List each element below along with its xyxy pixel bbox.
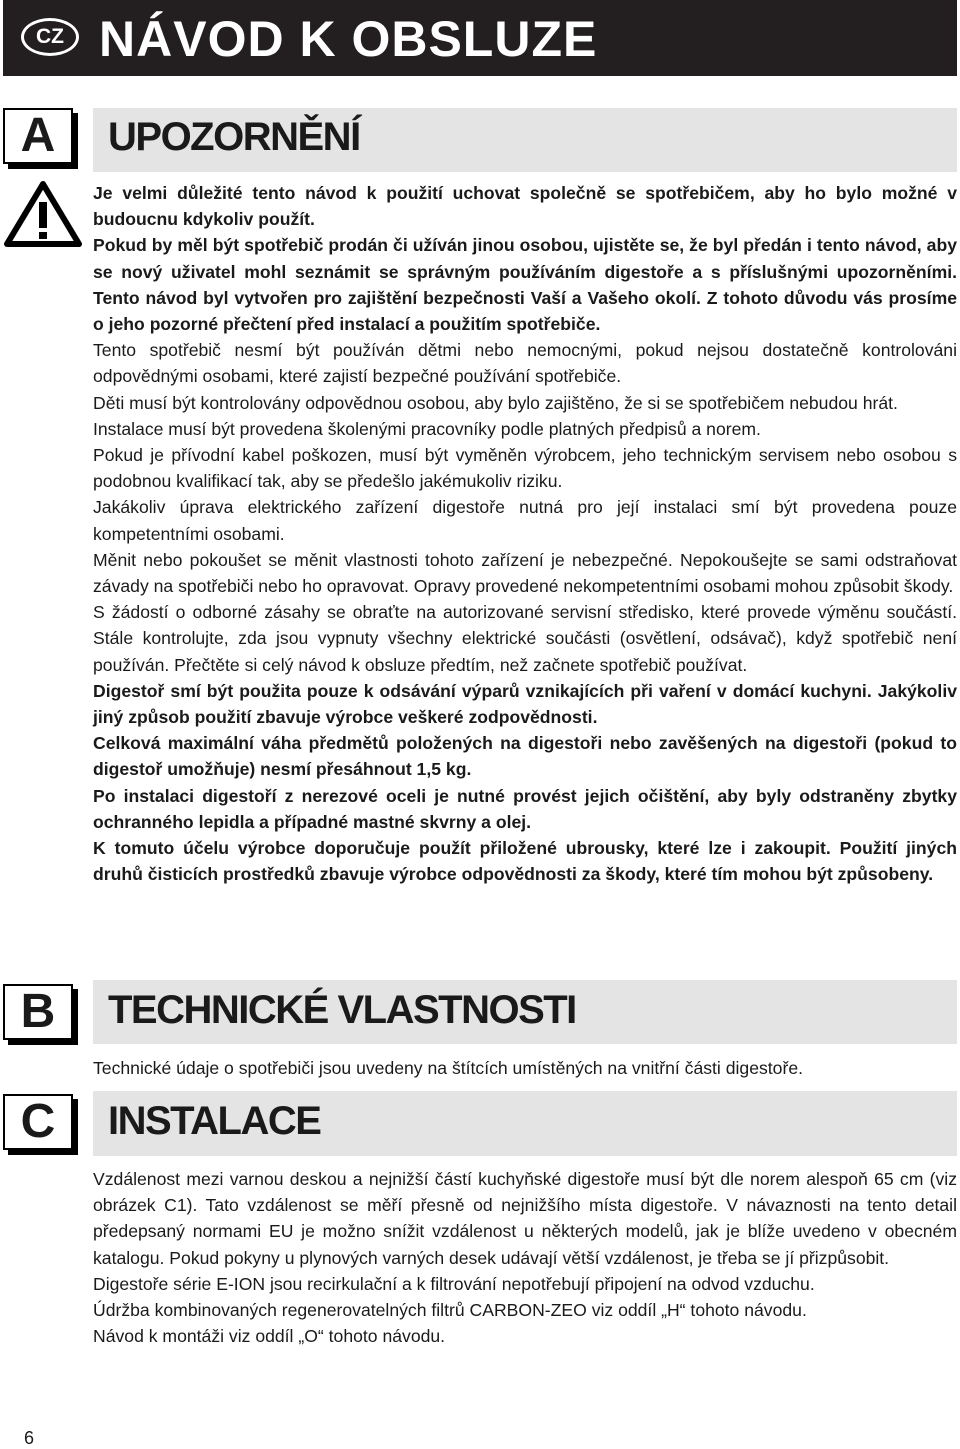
language-badge: CZ: [21, 18, 79, 56]
paragraph: Celková maximální váha předmětů položených na digestoři nebo zavěšených na digestoři (pokud to digestoř umožňuje) nesmí přesáhnout 1,5 kg.: [93, 733, 957, 780]
paragraph: S žádostí o odborné zásahy se obraťte na autorizované servisní středisko, které provede výměnu součástí. Stále kontrolujte, zda jsou vypnuty všechny elektrické součásti (osvětlení, odsávač), když spotřebič není používán. Přečtěte si celý návod k obsluze předtím, než začnete spotřebič používat.: [93, 602, 957, 675]
paragraph: Tento spotřebič nesmí být používán dětmi nebo nemocnými, pokud nejsou dostatečně kontrolováni odpovědnými osobami, které zajistí bezpečné používání spotřebiče.: [93, 340, 957, 387]
warning-icon: [4, 180, 82, 248]
section-letter-a: A: [3, 108, 73, 164]
paragraph: Údržba kombinovaných regenerovatelných filtrů CARBON-ZEO viz oddíl „H“ tohoto návodu.: [93, 1300, 807, 1321]
section-letter-b: B: [3, 984, 73, 1040]
paragraph: Digestoř smí být použita pouze k odsávání výparů vznikajících při vaření v domácí kuchyni. Jakýkoliv jiný způsob použití zbavuje výrobce veškeré zodpovědnosti.: [93, 680, 957, 728]
paragraph: Měnit nebo pokoušet se měnit vlastnosti tohoto zařízení je nebezpečné. Nepokoušejte se sami odstraňovat závady na spotřebiči nebo ho opravovat. Opravy provedené nekompetentními osobami mohou způsobit škody.: [93, 549, 957, 597]
page-title: NÁVOD K OBSLUZE: [99, 11, 598, 67]
paragraph: Pokud je přívodní kabel poškozen, musí být vyměněn výrobcem, jeho technickým servisem nebo osobou s podobnou kvalifikací tak, aby se předešlo jakémukoliv riziku.: [93, 445, 957, 492]
paragraph: Děti musí být kontrolovány odpovědnou osobou, aby bylo zajištěno, že si se spotřebičem nebudou hrát.: [93, 392, 898, 413]
section-title-warnings: UPOZORNĚNÍ: [108, 115, 360, 159]
paragraph: Instalace musí být provedena školenými pracovníky podle platných předpisů a norem.: [93, 418, 761, 439]
paragraph: Vzdálenost mezi varnou deskou a nejnižší částí kuchyňské digestoře musí být dle norem alespoň 65 cm (viz obrázek C1). Tato vzdálenost se měří přesně od nejnižšího místa digestoře. V návaznosti na tento detail předepsaný normami EU je možno snížit vzdálenost u některých modelů, jak je blíže uvedeno v obecném katalogu. Pokud pokyny u plynových varných desek udávají větší vzdálenost, je třeba se jí přizpůsobit.: [93, 1169, 957, 1268]
paragraph: Po instalaci digestoří z nerezové oceli je nutné provést jejich očištění, aby byly odstraněny zbytky ochranného lepidla a případné mastné skvrny a olej.: [93, 785, 957, 832]
paragraph: Pokud by měl být spotřebič prodán či užíván jinou osobou, ujistěte se, že byl předán i tento návod, aby se nový uživatel mohl seznámit se správným používáním digestoře a s příslušnými upozorněními. Tento návod byl vytvořen pro zajištění bezpečnosti Vaší a Vašeho okolí. Z tohoto důvodu vás prosíme o jeho pozorné přečtení před instalací a použitím spotřebiče.: [93, 235, 957, 335]
installation-text: [93, 1166, 957, 1349]
paragraph: Digestoře série E-ION jsou recirkulační a k filtrování nepotřebují připojení na odvod vzduchu.: [93, 1273, 815, 1294]
paragraph: K tomuto účelu výrobce doporučuje použít přiložené ubrousky, které lze i zakoupit. Použití jiných druhů čisticích prostředků zbavuje výrobce odpovědnosti za škody, které tím mohou být způsobeny.: [93, 838, 957, 885]
section-title-installation: INSTALACE: [108, 1099, 321, 1143]
warnings-text: [93, 180, 957, 887]
header-bar: [3, 0, 957, 76]
technical-text: [93, 1055, 957, 1081]
paragraph: Návod k montáži viz oddíl „O“ tohoto návodu.: [93, 1326, 446, 1347]
paragraph: Je velmi důležité tento návod k použití uchovat společně se spotřebičem, aby ho bylo možné v budoucnu kdykoliv použít.: [93, 183, 957, 230]
section-title-technical: TECHNICKÉ VLASTNOSTI: [108, 988, 576, 1032]
paragraph: Jakákoliv úprava elektrického zařízení digestoře nutná pro její instalaci smí být provedena pouze kompetentními osobami.: [93, 497, 957, 544]
section-letter-c: C: [3, 1094, 73, 1150]
page-number: 6: [24, 1428, 35, 1448]
paragraph: Technické údaje o spotřebiči jsou uvedeny na štítcích umístěných na vnitřní části digestoře.: [93, 1058, 803, 1078]
